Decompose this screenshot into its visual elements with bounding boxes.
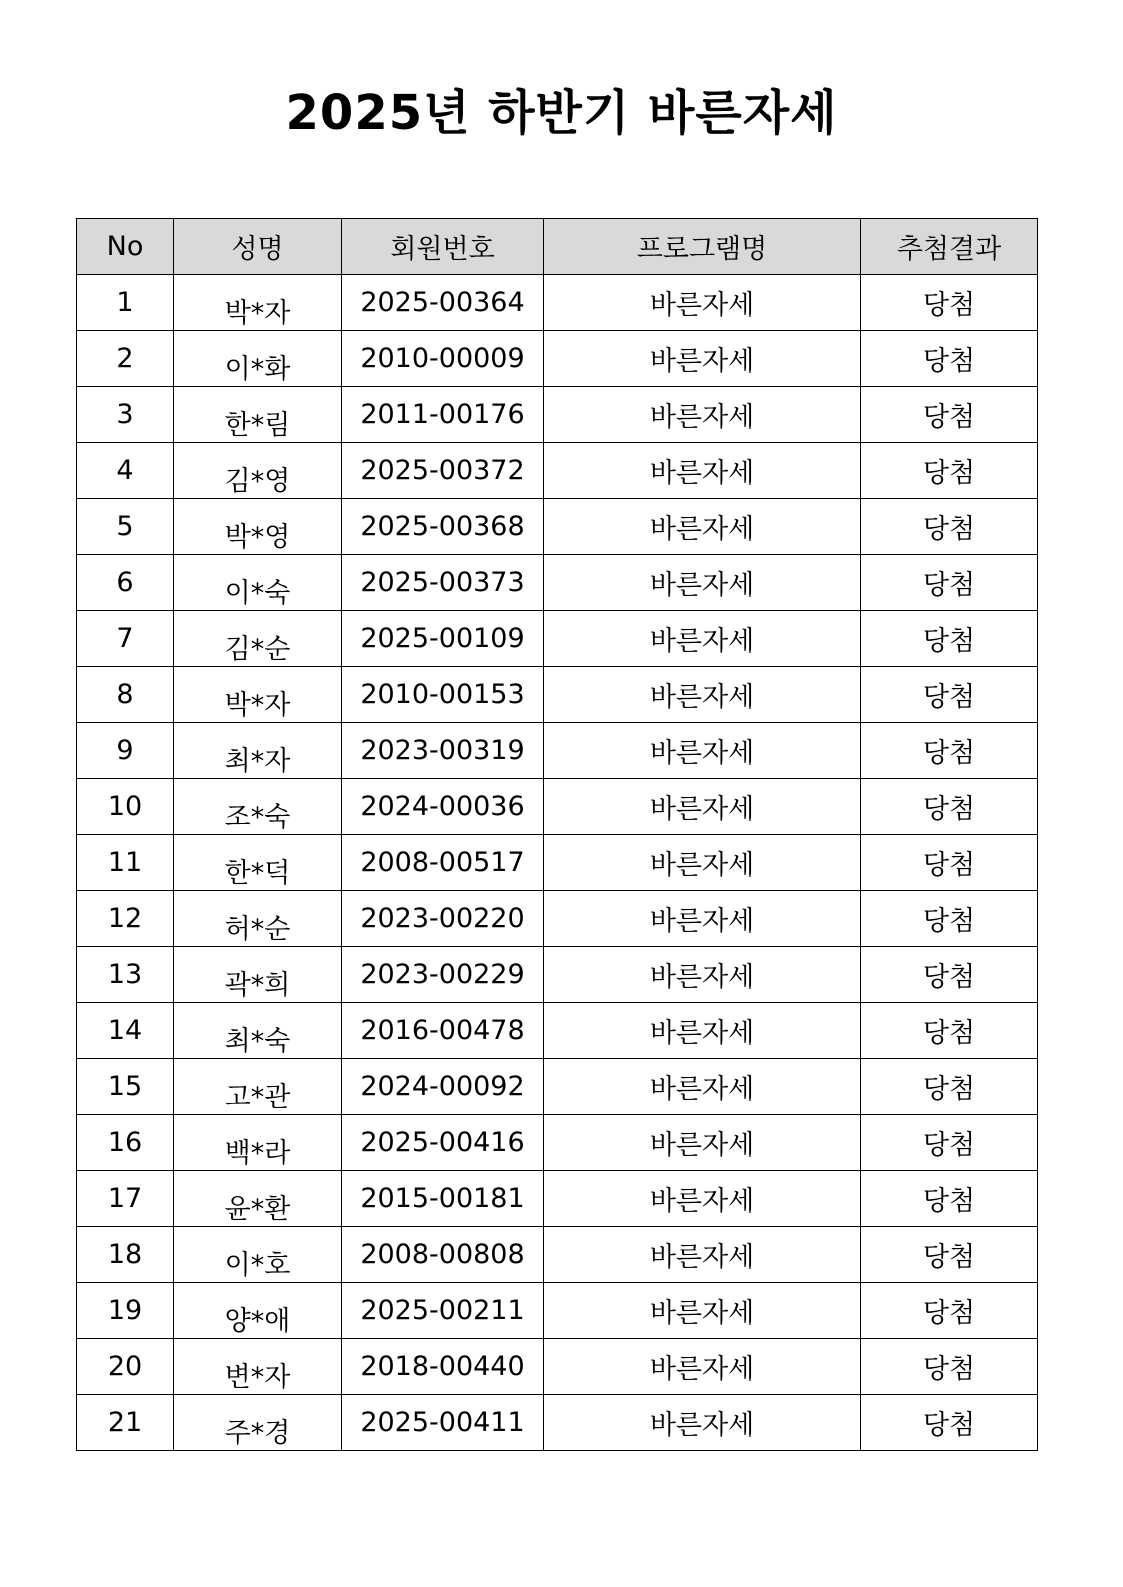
row-no-cell: 10 bbox=[77, 779, 174, 835]
member-number-cell: 2010-00009 bbox=[342, 331, 544, 387]
member-number-cell: 2023-00220 bbox=[342, 891, 544, 947]
member-name-cell: 이*호 bbox=[174, 1227, 342, 1283]
member-number-cell: 2023-00319 bbox=[342, 723, 544, 779]
header-no: No bbox=[77, 219, 174, 275]
table-row bbox=[77, 1171, 1038, 1227]
member-name-cell: 박*자 bbox=[174, 275, 342, 331]
table-row bbox=[77, 1227, 1038, 1283]
row-no-cell: 13 bbox=[77, 947, 174, 1003]
draw-result-cell: 당첨 bbox=[861, 611, 1038, 667]
row-no-cell: 20 bbox=[77, 1339, 174, 1395]
draw-result-cell: 당첨 bbox=[861, 387, 1038, 443]
program-name-cell: 바른자세 bbox=[544, 835, 861, 891]
program-name-cell: 바른자세 bbox=[544, 387, 861, 443]
table-row bbox=[77, 555, 1038, 611]
member-name-cell: 박*자 bbox=[174, 667, 342, 723]
draw-result-cell: 당첨 bbox=[861, 555, 1038, 611]
row-no-cell: 18 bbox=[77, 1227, 174, 1283]
program-name-cell: 바른자세 bbox=[544, 891, 861, 947]
member-number-cell: 2011-00176 bbox=[342, 387, 544, 443]
row-no-cell: 19 bbox=[77, 1283, 174, 1339]
member-number-cell: 2024-00092 bbox=[342, 1059, 544, 1115]
table-row bbox=[77, 1339, 1038, 1395]
draw-result-cell: 당첨 bbox=[861, 1171, 1038, 1227]
row-no-cell: 16 bbox=[77, 1115, 174, 1171]
row-no-cell: 14 bbox=[77, 1003, 174, 1059]
draw-result-cell: 당첨 bbox=[861, 1059, 1038, 1115]
member-number-cell: 2025-00372 bbox=[342, 443, 544, 499]
header-name: 성명 bbox=[174, 219, 342, 275]
member-number-cell: 2015-00181 bbox=[342, 1171, 544, 1227]
table-row bbox=[77, 947, 1038, 1003]
table-row bbox=[77, 1283, 1038, 1339]
member-number-cell: 2025-00411 bbox=[342, 1395, 544, 1451]
row-no-cell: 3 bbox=[77, 387, 174, 443]
page-title: 2025년 하반기 바른자세 bbox=[285, 85, 838, 141]
draw-result-cell: 당첨 bbox=[861, 1227, 1038, 1283]
row-no-cell: 15 bbox=[77, 1059, 174, 1115]
table-row bbox=[77, 611, 1038, 667]
lottery-result-table bbox=[76, 218, 1038, 1451]
draw-result-cell: 당첨 bbox=[861, 779, 1038, 835]
member-name-cell: 박*영 bbox=[174, 499, 342, 555]
member-name-cell: 백*라 bbox=[174, 1115, 342, 1171]
draw-result-cell: 당첨 bbox=[861, 947, 1038, 1003]
member-name-cell: 윤*환 bbox=[174, 1171, 342, 1227]
draw-result-cell: 당첨 bbox=[861, 1339, 1038, 1395]
member-number-cell: 2025-00364 bbox=[342, 275, 544, 331]
table-row bbox=[77, 443, 1038, 499]
member-name-cell: 허*순 bbox=[174, 891, 342, 947]
draw-result-cell: 당첨 bbox=[861, 1395, 1038, 1451]
member-number-cell: 2008-00808 bbox=[342, 1227, 544, 1283]
row-no-cell: 8 bbox=[77, 667, 174, 723]
member-name-cell: 고*관 bbox=[174, 1059, 342, 1115]
member-number-cell: 2025-00211 bbox=[342, 1283, 544, 1339]
member-name-cell: 김*순 bbox=[174, 611, 342, 667]
program-name-cell: 바른자세 bbox=[544, 1171, 861, 1227]
draw-result-cell: 당첨 bbox=[861, 499, 1038, 555]
member-name-cell: 양*애 bbox=[174, 1283, 342, 1339]
table-row bbox=[77, 387, 1038, 443]
table-row bbox=[77, 1115, 1038, 1171]
member-name-cell: 최*자 bbox=[174, 723, 342, 779]
program-name-cell: 바른자세 bbox=[544, 667, 861, 723]
row-no-cell: 1 bbox=[77, 275, 174, 331]
draw-result-cell: 당첨 bbox=[861, 1283, 1038, 1339]
program-name-cell: 바른자세 bbox=[544, 443, 861, 499]
draw-result-cell: 당첨 bbox=[861, 891, 1038, 947]
program-name-cell: 바른자세 bbox=[544, 275, 861, 331]
table-row bbox=[77, 275, 1038, 331]
row-no-cell: 17 bbox=[77, 1171, 174, 1227]
member-number-cell: 2025-00368 bbox=[342, 499, 544, 555]
program-name-cell: 바른자세 bbox=[544, 723, 861, 779]
program-name-cell: 바른자세 bbox=[544, 555, 861, 611]
table-row bbox=[77, 499, 1038, 555]
member-name-cell: 이*화 bbox=[174, 331, 342, 387]
draw-result-cell: 당첨 bbox=[861, 275, 1038, 331]
draw-result-cell: 당첨 bbox=[861, 1003, 1038, 1059]
table-row bbox=[77, 1059, 1038, 1115]
table-row bbox=[77, 667, 1038, 723]
table-row bbox=[77, 779, 1038, 835]
draw-result-cell: 당첨 bbox=[861, 835, 1038, 891]
member-name-cell: 한*림 bbox=[174, 387, 342, 443]
row-no-cell: 9 bbox=[77, 723, 174, 779]
row-no-cell: 12 bbox=[77, 891, 174, 947]
table-row bbox=[77, 723, 1038, 779]
member-name-cell: 한*덕 bbox=[174, 835, 342, 891]
member-name-cell: 주*경 bbox=[174, 1395, 342, 1451]
member-number-cell: 2024-00036 bbox=[342, 779, 544, 835]
member-name-cell: 최*숙 bbox=[174, 1003, 342, 1059]
program-name-cell: 바른자세 bbox=[544, 1115, 861, 1171]
row-no-cell: 21 bbox=[77, 1395, 174, 1451]
member-name-cell: 곽*희 bbox=[174, 947, 342, 1003]
program-name-cell: 바른자세 bbox=[544, 331, 861, 387]
program-name-cell: 바른자세 bbox=[544, 1003, 861, 1059]
header-member-number: 회원번호 bbox=[342, 219, 544, 275]
member-name-cell: 이*숙 bbox=[174, 555, 342, 611]
table-header bbox=[77, 219, 1038, 275]
row-no-cell: 11 bbox=[77, 835, 174, 891]
program-name-cell: 바른자세 bbox=[544, 1227, 861, 1283]
table-row bbox=[77, 835, 1038, 891]
member-name-cell: 변*자 bbox=[174, 1339, 342, 1395]
member-number-cell: 2018-00440 bbox=[342, 1339, 544, 1395]
member-number-cell: 2016-00478 bbox=[342, 1003, 544, 1059]
program-name-cell: 바른자세 bbox=[544, 779, 861, 835]
program-name-cell: 바른자세 bbox=[544, 611, 861, 667]
row-no-cell: 4 bbox=[77, 443, 174, 499]
member-number-cell: 2023-00229 bbox=[342, 947, 544, 1003]
draw-result-cell: 당첨 bbox=[861, 331, 1038, 387]
member-number-cell: 2010-00153 bbox=[342, 667, 544, 723]
program-name-cell: 바른자세 bbox=[544, 1059, 861, 1115]
draw-result-cell: 당첨 bbox=[861, 667, 1038, 723]
program-name-cell: 바른자세 bbox=[544, 1395, 861, 1451]
draw-result-cell: 당첨 bbox=[861, 443, 1038, 499]
member-number-cell: 2025-00109 bbox=[342, 611, 544, 667]
program-name-cell: 바른자세 bbox=[544, 499, 861, 555]
table-row bbox=[77, 1395, 1038, 1451]
table-row bbox=[77, 331, 1038, 387]
member-number-cell: 2025-00416 bbox=[342, 1115, 544, 1171]
table-row bbox=[77, 1003, 1038, 1059]
row-no-cell: 2 bbox=[77, 331, 174, 387]
header-program-name: 프로그램명 bbox=[544, 219, 861, 275]
header-draw-result: 추첨결과 bbox=[861, 219, 1038, 275]
row-no-cell: 5 bbox=[77, 499, 174, 555]
table-row bbox=[77, 891, 1038, 947]
member-name-cell: 조*숙 bbox=[174, 779, 342, 835]
program-name-cell: 바른자세 bbox=[544, 1339, 861, 1395]
header-row bbox=[77, 219, 1038, 275]
draw-result-cell: 당첨 bbox=[861, 1115, 1038, 1171]
row-no-cell: 7 bbox=[77, 611, 174, 667]
draw-result-cell: 당첨 bbox=[861, 723, 1038, 779]
program-name-cell: 바른자세 bbox=[544, 1283, 861, 1339]
table-body bbox=[77, 275, 1038, 1451]
row-no-cell: 6 bbox=[77, 555, 174, 611]
member-number-cell: 2025-00373 bbox=[342, 555, 544, 611]
program-name-cell: 바른자세 bbox=[544, 947, 861, 1003]
member-name-cell: 김*영 bbox=[174, 443, 342, 499]
member-number-cell: 2008-00517 bbox=[342, 835, 544, 891]
